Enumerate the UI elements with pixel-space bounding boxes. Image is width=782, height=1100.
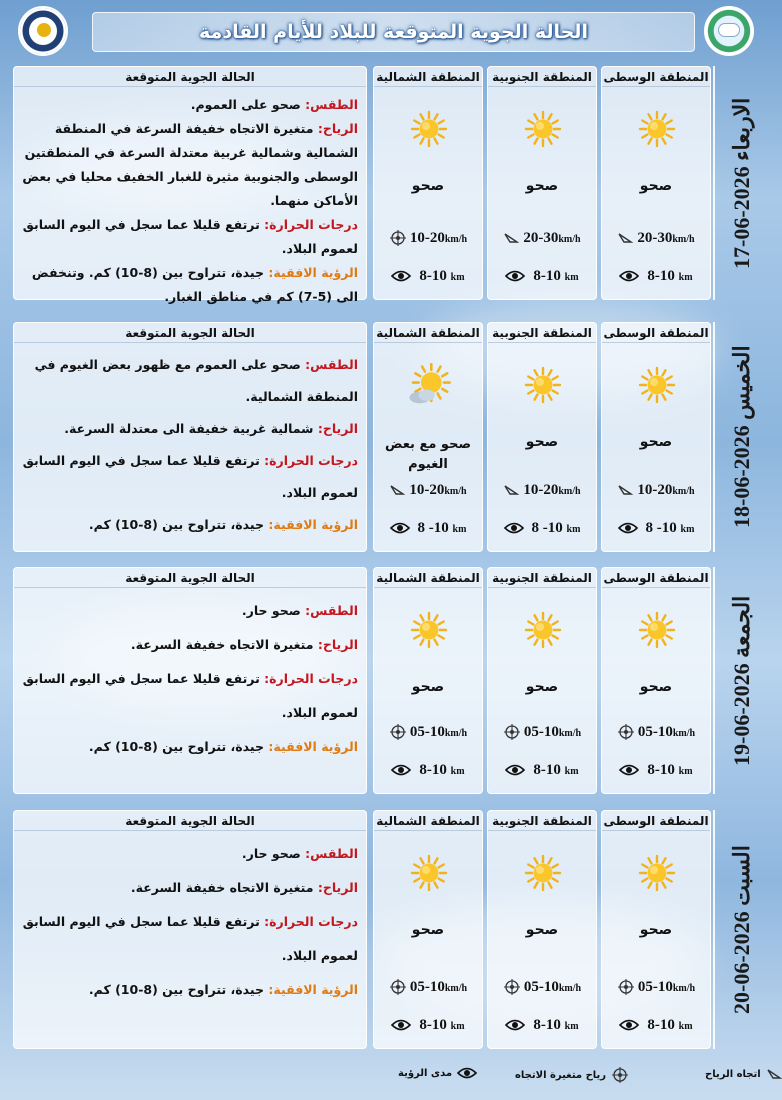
legend bbox=[0, 1066, 782, 1090]
divider bbox=[713, 567, 715, 794]
wind-speed-unit: km/h bbox=[672, 233, 695, 245]
visibility-unit: km bbox=[564, 271, 579, 283]
eye-icon bbox=[390, 521, 410, 535]
page-title: الحالة الجوية المتوقعة للبلاد للأيام القادمة bbox=[199, 21, 588, 43]
weather-text: صحو على العموم مع ظهور بعض الغيوم في المنطقة الشمالية. bbox=[34, 357, 358, 404]
visibility bbox=[488, 265, 596, 287]
sun-icon bbox=[637, 853, 677, 893]
summary-panel bbox=[13, 66, 367, 304]
variable-wind-compass-icon bbox=[503, 978, 521, 996]
visibility-unit: km bbox=[450, 271, 465, 283]
divider bbox=[713, 66, 715, 300]
variable-wind-compass-icon bbox=[389, 978, 407, 996]
wind-speed bbox=[488, 227, 596, 249]
wind-speed-value: 05-10 bbox=[523, 723, 559, 740]
wind-direction-arrow-icon bbox=[617, 482, 633, 498]
forecast-day-row bbox=[0, 563, 782, 798]
region-panel-central bbox=[601, 567, 711, 794]
weather-label: الطقس: bbox=[305, 603, 358, 618]
forecast-day-row bbox=[0, 318, 782, 556]
visibility-value: 8-10 bbox=[647, 1016, 675, 1033]
wind-speed-unit: km/h bbox=[558, 982, 582, 994]
wind-speed-value: 05-10 bbox=[409, 723, 445, 740]
visibility bbox=[602, 265, 710, 287]
wind-speed-value: 05-10 bbox=[409, 978, 445, 995]
wind-speed bbox=[602, 479, 710, 501]
visibility-value: 8 -10 bbox=[531, 519, 563, 536]
region-panel-south bbox=[487, 567, 597, 794]
visibility-value: 8-10 bbox=[419, 1016, 447, 1033]
wind-label: الرياح: bbox=[317, 421, 358, 436]
wind-speed-value: 05-10 bbox=[637, 723, 673, 740]
summary-body bbox=[22, 93, 358, 309]
variable-wind-compass-icon bbox=[389, 229, 407, 247]
wind-direction-arrow-icon bbox=[617, 230, 633, 246]
wind-speed-value: 10-20 bbox=[523, 481, 559, 498]
eye-icon bbox=[618, 521, 638, 535]
summary-title: الحالة الجوية المتوقعة bbox=[14, 811, 366, 831]
region-panel-central bbox=[601, 66, 711, 300]
wind-speed-value: 10-20 bbox=[637, 481, 673, 498]
sun-icon bbox=[409, 109, 449, 149]
wind-speed-value: 10-20 bbox=[409, 229, 445, 246]
region-title: المنطقة الشمالية bbox=[374, 323, 482, 343]
meteorology-logo bbox=[18, 6, 68, 56]
temp-label: درجات الحرارة: bbox=[264, 914, 358, 929]
region-panel-north bbox=[373, 810, 483, 1049]
wind-speed-value: 20-30 bbox=[523, 229, 559, 246]
summary-panel bbox=[13, 322, 367, 552]
variable-wind-compass-icon bbox=[611, 1066, 629, 1084]
eye-icon bbox=[505, 1018, 525, 1032]
visibility-unit: km bbox=[678, 271, 693, 283]
wind-text: متغيرة الاتجاه خفيفة السرعة. bbox=[130, 880, 314, 895]
visibility-unit: km bbox=[452, 523, 467, 535]
region-title: المنطقة الوسطى bbox=[602, 568, 710, 588]
page-header bbox=[92, 12, 695, 52]
legend-visibility-label: مدى الرؤية bbox=[398, 1067, 453, 1079]
wind-text: شمالية غربية خفيفة الى معتدلة السرعة. bbox=[64, 421, 314, 436]
temp-text: ترتفع قليلا عما سجل في اليوم السابق لعموم البلاد. bbox=[22, 914, 358, 963]
visibility-value: 8-10 bbox=[533, 761, 561, 778]
wind-direction-arrow-icon bbox=[503, 482, 519, 498]
condition-text: صحو مع بعض الغيوم bbox=[384, 437, 472, 472]
variable-wind-compass-icon bbox=[617, 723, 635, 741]
summary-body bbox=[22, 594, 358, 764]
summary-panel bbox=[13, 810, 367, 1049]
visibility-text: جيدة، تتراوح بين (8-10) كم. bbox=[88, 982, 265, 997]
wind-text: متغيرة الاتجاه خفيفة السرعة. bbox=[130, 637, 314, 652]
wind-speed-value: 20-30 bbox=[637, 229, 673, 246]
region-title: المنطقة الجنوبية bbox=[488, 811, 596, 831]
summary-title: الحالة الجوية المتوقعة bbox=[14, 67, 366, 87]
sun-icon bbox=[523, 610, 563, 650]
region-title: المنطقة الوسطى bbox=[602, 811, 710, 831]
visibility-unit: km bbox=[450, 1020, 465, 1032]
visibility-label: الرؤية الافقية: bbox=[268, 739, 358, 754]
wind-speed-value: 05-10 bbox=[523, 978, 559, 995]
eye-icon bbox=[457, 1066, 477, 1080]
visibility-value: 8-10 bbox=[647, 267, 675, 284]
condition-text: صحو bbox=[525, 434, 559, 450]
wind-speed-value: 10-20 bbox=[409, 481, 445, 498]
visibility bbox=[374, 759, 482, 781]
sun-icon bbox=[523, 109, 563, 149]
legend-wind-direction-label: اتجاه الرياح bbox=[705, 1068, 761, 1080]
sun-icon bbox=[637, 610, 677, 650]
wind-speed bbox=[488, 976, 596, 998]
eye-icon bbox=[619, 763, 639, 777]
condition-text: صحو bbox=[639, 922, 673, 938]
visibility-label: الرؤية الافقية: bbox=[268, 982, 358, 997]
condition-text: صحو bbox=[639, 679, 673, 695]
visibility bbox=[488, 517, 596, 539]
visibility-value: 8 -10 bbox=[645, 519, 677, 536]
summary-panel bbox=[13, 567, 367, 794]
temp-label: درجات الحرارة: bbox=[264, 671, 358, 686]
visibility bbox=[374, 1014, 482, 1036]
condition-text: صحو bbox=[525, 679, 559, 695]
day-date-label: الخميس 2026-06-18 bbox=[729, 345, 754, 529]
ministry-logo bbox=[704, 6, 754, 56]
wind-speed bbox=[602, 227, 710, 249]
region-title: المنطقة الوسطى bbox=[602, 67, 710, 87]
day-date-label: الجمعة 2026-06-19 bbox=[729, 595, 754, 766]
wind-speed-unit: km/h bbox=[444, 233, 468, 245]
sun-cloud-icon bbox=[406, 363, 452, 409]
eye-icon bbox=[391, 763, 411, 777]
temp-label: درجات الحرارة: bbox=[264, 453, 358, 468]
wind-speed bbox=[488, 479, 596, 501]
region-panel-central bbox=[601, 322, 711, 552]
condition-text: صحو bbox=[639, 178, 673, 194]
region-panel-north bbox=[373, 322, 483, 552]
wind-direction-arrow-icon bbox=[766, 1066, 782, 1082]
weather-label: الطقس: bbox=[305, 357, 358, 372]
visibility-unit: km bbox=[678, 1020, 693, 1032]
visibility bbox=[374, 265, 482, 287]
eye-icon bbox=[619, 1018, 639, 1032]
wind-speed-unit: km/h bbox=[672, 485, 695, 497]
region-title: المنطقة الجنوبية bbox=[488, 323, 596, 343]
region-title: المنطقة الشمالية bbox=[374, 67, 482, 87]
variable-wind-compass-icon bbox=[503, 723, 521, 741]
wind-speed bbox=[374, 227, 482, 249]
weather-label: الطقس: bbox=[305, 846, 358, 861]
visibility-unit: km bbox=[678, 765, 693, 777]
summary-body bbox=[22, 837, 358, 1007]
legend-visibility bbox=[398, 1066, 485, 1080]
visibility-unit: km bbox=[566, 523, 581, 535]
sun-icon bbox=[523, 365, 563, 405]
visibility-label: الرؤية الافقية: bbox=[268, 517, 358, 532]
region-panel-north bbox=[373, 66, 483, 300]
temp-text: ترتفع قليلا عما سجل في اليوم السابق لعموم البلاد. bbox=[22, 217, 358, 256]
visibility bbox=[374, 517, 482, 539]
sun-icon bbox=[637, 109, 677, 149]
sun-icon bbox=[409, 610, 449, 650]
wind-speed-unit: km/h bbox=[672, 982, 696, 994]
eye-icon bbox=[391, 269, 411, 283]
wind-speed bbox=[374, 721, 482, 743]
sun-icon bbox=[409, 853, 449, 893]
sun-icon bbox=[523, 853, 563, 893]
wind-speed-unit: km/h bbox=[672, 727, 696, 739]
legend-variable-wind-label: رياح متغيرة الاتجاه bbox=[515, 1069, 607, 1081]
visibility-unit: km bbox=[680, 523, 695, 535]
visibility bbox=[488, 759, 596, 781]
visibility-value: 8-10 bbox=[647, 761, 675, 778]
day-date-label: السبت 2026-06-20 bbox=[729, 845, 754, 1014]
variable-wind-compass-icon bbox=[617, 978, 635, 996]
divider bbox=[713, 810, 715, 1049]
summary-body bbox=[22, 349, 358, 541]
wind-speed-unit: km/h bbox=[558, 485, 581, 497]
weather-text: صحو حار. bbox=[241, 846, 301, 861]
day-date-label: الاربعاء 2026-06-17 bbox=[729, 97, 754, 269]
region-panel-north bbox=[373, 567, 483, 794]
wind-direction-arrow-icon bbox=[503, 230, 519, 246]
weather-text: صحو على العموم. bbox=[190, 97, 301, 112]
wind-speed-value: 05-10 bbox=[637, 978, 673, 995]
summary-title: الحالة الجوية المتوقعة bbox=[14, 323, 366, 343]
visibility bbox=[602, 517, 710, 539]
temp-text: ترتفع قليلا عما سجل في اليوم السابق لعموم البلاد. bbox=[22, 453, 358, 500]
condition-text: صحو bbox=[411, 922, 445, 938]
weather-text: صحو حار. bbox=[241, 603, 301, 618]
condition-text: صحو bbox=[525, 178, 559, 194]
visibility bbox=[602, 1014, 710, 1036]
visibility-unit: km bbox=[450, 765, 465, 777]
wind-label: الرياح: bbox=[317, 880, 358, 895]
forecast-day-row bbox=[0, 806, 782, 1053]
visibility bbox=[602, 759, 710, 781]
visibility-value: 8-10 bbox=[419, 267, 447, 284]
wind-direction-arrow-icon bbox=[389, 482, 405, 498]
visibility-unit: km bbox=[564, 765, 579, 777]
condition-text: صحو bbox=[525, 922, 559, 938]
visibility-value: 8-10 bbox=[533, 1016, 561, 1033]
summary-title: الحالة الجوية المتوقعة bbox=[14, 568, 366, 588]
wind-speed-unit: km/h bbox=[444, 982, 468, 994]
wind-label: الرياح: bbox=[317, 121, 358, 136]
wind-speed bbox=[602, 976, 710, 998]
wind-speed-unit: km/h bbox=[558, 233, 581, 245]
legend-wind-direction bbox=[705, 1066, 782, 1082]
wind-speed bbox=[602, 721, 710, 743]
region-panel-south bbox=[487, 322, 597, 552]
region-title: المنطقة الوسطى bbox=[602, 323, 710, 343]
variable-wind-compass-icon bbox=[389, 723, 407, 741]
visibility-value: 8-10 bbox=[533, 267, 561, 284]
visibility-label: الرؤية الافقية: bbox=[268, 265, 358, 280]
forecast-day-row bbox=[0, 62, 782, 304]
condition-text: صحو bbox=[411, 679, 445, 695]
eye-icon bbox=[504, 521, 524, 535]
wind-speed bbox=[488, 721, 596, 743]
temp-text: ترتفع قليلا عما سجل في اليوم السابق لعموم البلاد. bbox=[22, 671, 358, 720]
wind-speed bbox=[374, 479, 482, 501]
wind-speed-unit: km/h bbox=[444, 727, 468, 739]
region-panel-south bbox=[487, 810, 597, 1049]
visibility bbox=[488, 1014, 596, 1036]
region-title: المنطقة الشمالية bbox=[374, 811, 482, 831]
visibility-text: جيدة، تتراوح بين (8-10) كم. bbox=[88, 739, 265, 754]
condition-text: صحو bbox=[411, 178, 445, 194]
visibility-text: جيدة، تتراوح بين (8-10) كم. وتنخفض الى (5-7) كم في مناطق الغبار. bbox=[31, 265, 358, 304]
wind-speed-unit: km/h bbox=[444, 485, 467, 497]
visibility-text: جيدة، تتراوح بين (8-10) كم. bbox=[88, 517, 265, 532]
eye-icon bbox=[505, 269, 525, 283]
region-title: المنطقة الشمالية bbox=[374, 568, 482, 588]
visibility-value: 8 -10 bbox=[417, 519, 449, 536]
eye-icon bbox=[391, 1018, 411, 1032]
eye-icon bbox=[619, 269, 639, 283]
weather-label: الطقس: bbox=[305, 97, 358, 112]
temp-label: درجات الحرارة: bbox=[264, 217, 358, 232]
region-panel-central bbox=[601, 810, 711, 1049]
wind-speed-unit: km/h bbox=[558, 727, 582, 739]
region-title: المنطقة الجنوبية bbox=[488, 568, 596, 588]
sun-icon bbox=[637, 365, 677, 405]
divider bbox=[713, 322, 715, 552]
legend-variable-wind bbox=[515, 1066, 632, 1084]
wind-label: الرياح: bbox=[317, 637, 358, 652]
region-panel-south bbox=[487, 66, 597, 300]
visibility-unit: km bbox=[564, 1020, 579, 1032]
eye-icon bbox=[505, 763, 525, 777]
visibility-value: 8-10 bbox=[419, 761, 447, 778]
condition-text: صحو bbox=[639, 434, 673, 450]
wind-text: متغيرة الاتجاه خفيفة السرعة في المنطقة الشمالية وشمالية غربية معتدلة السرعة في المنطقتين الوسطى والجنوبية مثيرة للغبار الخفيف محليا في بعض الأماكن منهما. bbox=[22, 121, 358, 208]
region-title: المنطقة الجنوبية bbox=[488, 67, 596, 87]
wind-speed bbox=[374, 976, 482, 998]
